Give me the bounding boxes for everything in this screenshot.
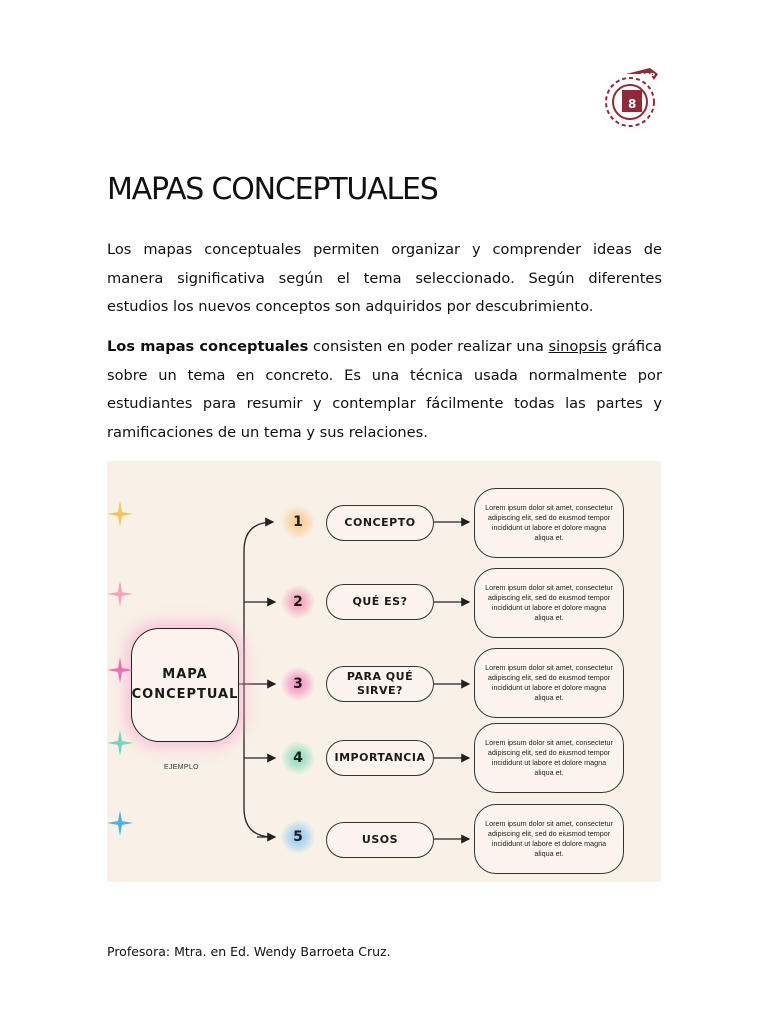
description-box: Lorem ipsum dolor sit amet, consectetur adipiscing elit, sed do eiusmod tempor incididunt ut labore et dolore magna aliqua et.	[474, 488, 624, 558]
concept-node: PARA QUÉ SIRVE?	[326, 666, 434, 702]
example-label: EJEMPLO	[164, 764, 199, 771]
svg-text:SEP: SEP	[640, 72, 655, 80]
description-box: Lorem ipsum dolor sit amet, consectetur adipiscing elit, sed do eiusmod tempor incididunt ut labore et dolore magna aliqua et.	[474, 568, 624, 638]
description-box: Lorem ipsum dolor sit amet, consectetur adipiscing elit, sed do eiusmod tempor incididunt ut labore et dolore magna aliqua et.	[474, 804, 624, 874]
page-title: MAPAS CONCEPTUALES	[107, 172, 438, 207]
sparkle-icon	[107, 581, 133, 607]
concept-map-image	[107, 461, 661, 882]
svg-text:8: 8	[628, 97, 637, 111]
concept-node: QUÉ ES?	[326, 584, 434, 620]
footer-teacher-credit: Profesora: Mtra. en Ed. Wendy Barroeta Cruz.	[107, 944, 391, 959]
sep-school-logo	[600, 64, 664, 136]
concept-node: USOS	[326, 822, 434, 858]
sparkle-icon	[107, 657, 133, 683]
description-box: Lorem ipsum dolor sit amet, consectetur adipiscing elit, sed do eiusmod tempor incididunt ut labore et dolore magna aliqua et.	[474, 648, 624, 718]
step-number-badge: 4	[281, 741, 315, 775]
sparkle-icon	[107, 730, 133, 756]
intro-paragraph: Los mapas conceptuales permiten organizar y comprender ideas de manera significativa según el tema seleccionado. Según diferentes estudios los nuevos conceptos son adquiridos por descubrimiento.	[107, 241, 662, 315]
sparkle-icon	[107, 810, 133, 836]
step-number-badge: 5	[281, 820, 315, 854]
sparkle-icon	[107, 501, 133, 527]
concept-node: IMPORTANCIA	[326, 740, 434, 776]
step-number-badge: 3	[281, 667, 315, 701]
paragraph-text: gráfica sobre un tema en concreto. Es una técnica usada normalmente por estudiantes para resumir y contemplar fácilmente todas las partes y ramificaciones de un tema y sus relaciones.	[107, 338, 662, 441]
definition-paragraph	[107, 333, 662, 447]
central-concept-box: MAPA CONCEPTUAL	[131, 628, 239, 742]
step-number-badge: 1	[281, 505, 315, 539]
description-box: Lorem ipsum dolor sit amet, consectetur adipiscing elit, sed do eiusmod tempor incididunt ut labore et dolore magna aliqua et.	[474, 723, 624, 793]
step-number-badge: 2	[281, 585, 315, 619]
bold-term: Los mapas conceptuales	[107, 338, 309, 355]
paragraph-text: consisten en poder realizar una	[308, 338, 549, 355]
concept-node: CONCEPTO	[326, 505, 434, 541]
sinopsis-link[interactable]: sinopsis	[548, 338, 607, 355]
